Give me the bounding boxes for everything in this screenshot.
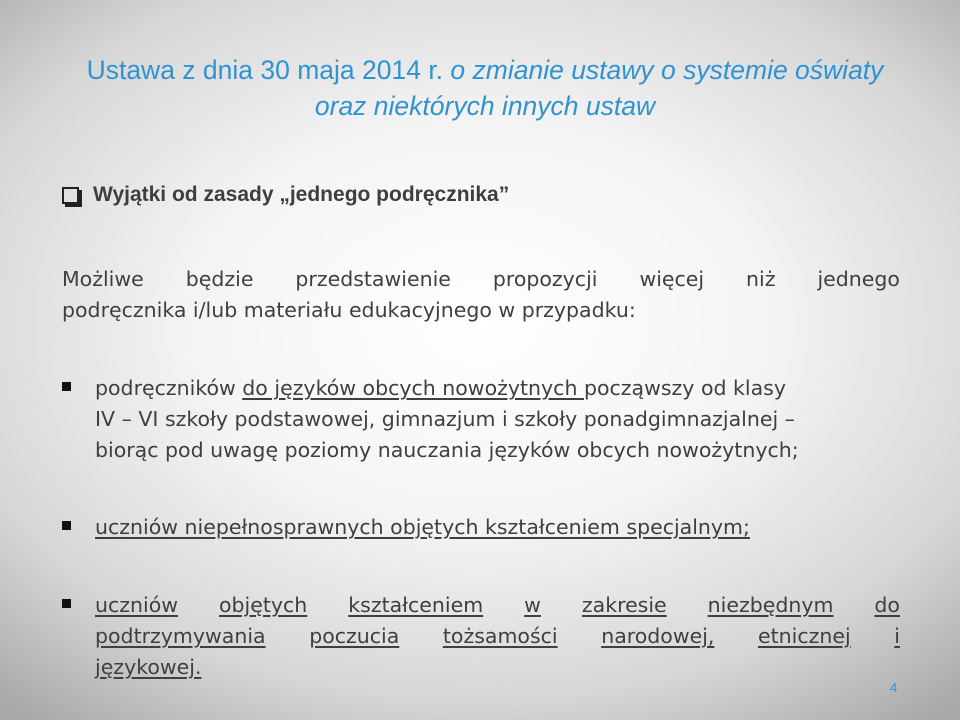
item-line: [95, 590, 900, 621]
intro-word: więcej: [639, 267, 705, 291]
intro-word: niż: [746, 267, 776, 291]
slide-title: [80, 52, 890, 124]
item-line: [95, 652, 900, 683]
item-word: tożsamości: [442, 624, 558, 648]
item-word: narodowej,: [601, 624, 715, 648]
intro-line-2: podręcznika i/lub materiału edukacyjnego w przypadku:: [62, 298, 636, 322]
item-word: zakresie: [581, 593, 667, 617]
intro-word: propozycji: [492, 267, 598, 291]
list-item-continuation: [62, 621, 900, 683]
list-item: [62, 373, 900, 466]
item-word: i: [894, 624, 900, 648]
section-heading-text: Wyjątki od zasady „jednego podręcznika”: [93, 183, 510, 206]
item-line: [95, 621, 900, 652]
square-bullet-icon: [62, 521, 71, 530]
item-word: poczucia: [309, 624, 400, 648]
intro-word: jednego: [817, 267, 900, 291]
list-item: [62, 590, 900, 621]
item-word: niezbędnym: [707, 593, 834, 617]
item-underlined-text: do języków obcych nowożytnych: [242, 376, 584, 400]
checkbox-bullet-icon: [62, 187, 79, 204]
intro-word: Możliwe: [62, 267, 144, 291]
item-line: biorąc pod uwagę poziomy nauczania języków obcych nowożytnych;: [95, 438, 799, 462]
square-bullet-icon: [62, 382, 71, 391]
title-act-name: o zmianie ustawy o systemie oświaty oraz niektórych innych ustaw: [314, 55, 884, 121]
title-act-date: Ustawa z dnia 30 maja 2014 r.: [86, 55, 451, 85]
intro-word: przedstawienie: [295, 267, 451, 291]
item-line: [95, 373, 900, 404]
item-word: uczniów: [95, 593, 179, 617]
square-bullet-icon: [62, 599, 71, 608]
intro-paragraph: [62, 264, 900, 326]
item-word: etnicznej: [758, 624, 851, 648]
item-word: kształceniem: [348, 593, 484, 617]
item-word: do: [874, 593, 900, 617]
item-text: począwszy od klasy: [583, 376, 786, 400]
item-text: podręczników: [95, 376, 243, 400]
intro-line-1: [62, 264, 900, 295]
item-line: IV – VI szkoły podstawowej, gimnazjum i szkoły ponadgimnazjalnej –: [95, 407, 795, 431]
intro-word: będzie: [185, 267, 254, 291]
list-item: [62, 512, 900, 543]
item-word: podtrzymywania: [95, 624, 266, 648]
section-heading: [62, 183, 509, 207]
page-number: 4: [890, 680, 898, 695]
item-word: objętych: [219, 593, 308, 617]
item-underlined-text: językowej.: [95, 655, 202, 679]
item-underlined-text: uczniów niepełnosprawnych objętych kształceniem specjalnym;: [95, 515, 750, 539]
item-word: w: [524, 593, 541, 617]
